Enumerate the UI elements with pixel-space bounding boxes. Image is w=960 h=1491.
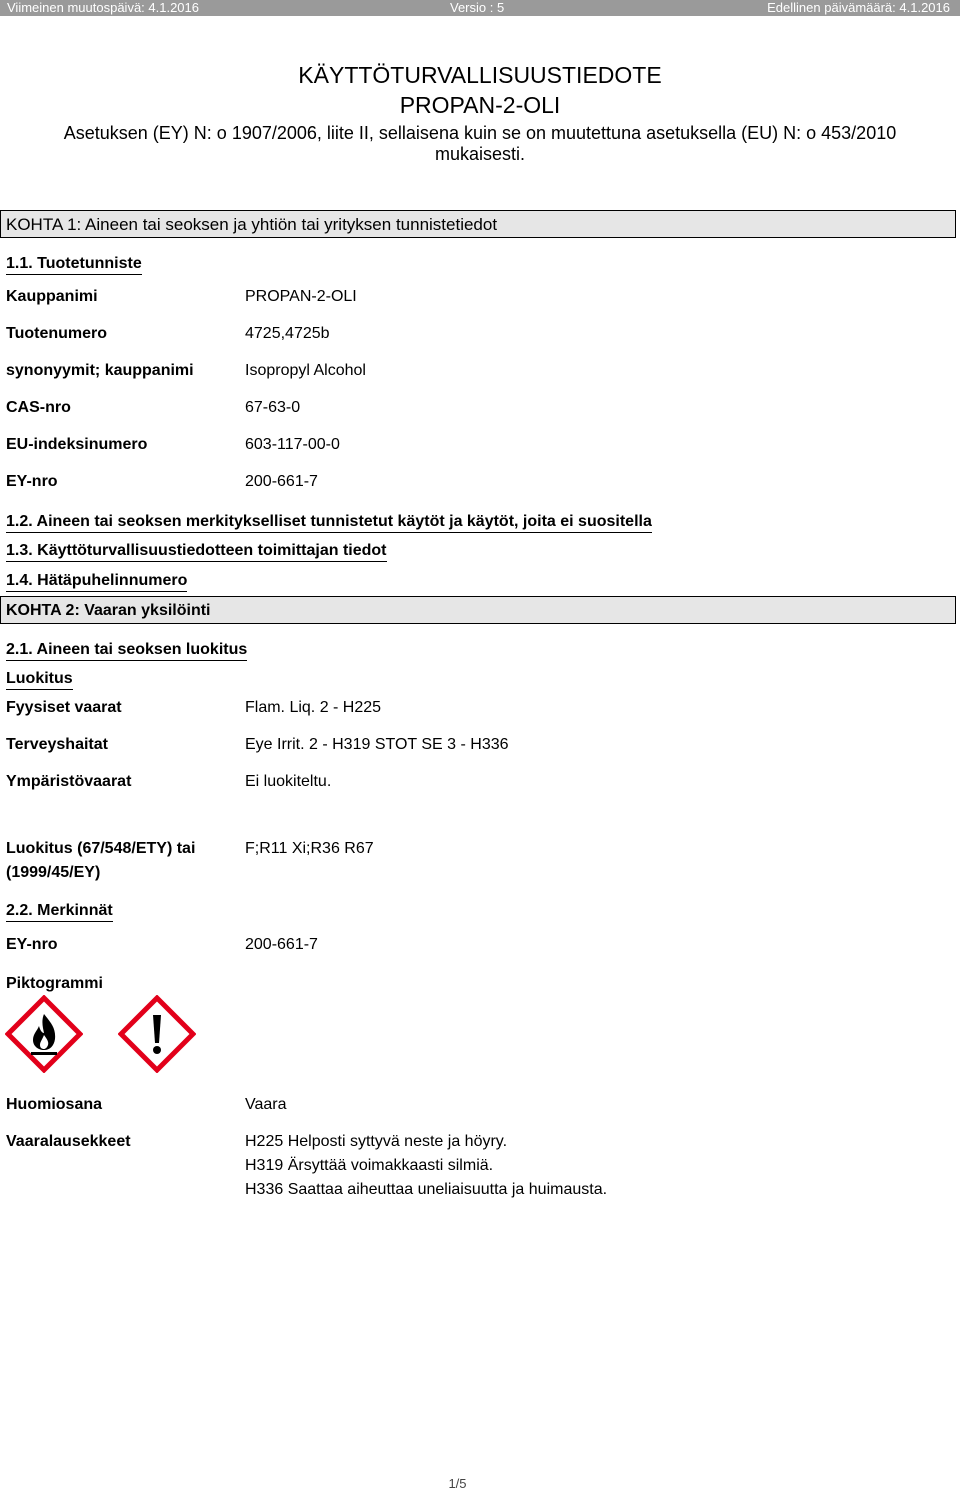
header-bar [0, 0, 960, 16]
subsection-1-3: 1.3. Käyttöturvallisuustiedotteen toimittajan tiedot [6, 542, 387, 562]
hazard-statement: H319 Ärsyttää voimakkaasti silmiä. [245, 1157, 494, 1174]
hazard-statement: H225 Helposti syttyvä neste ja höyry. [245, 1133, 508, 1150]
field-label: Kauppanimi [6, 288, 98, 305]
hazard-value: Ei luokiteltu. [245, 773, 332, 790]
document-title: KÄYTTÖTURVALLISUUSTIEDOTE [298, 62, 662, 88]
field-value: 67-63-0 [245, 399, 301, 416]
subsection-1-4: 1.4. Hätäpuhelinnumero [6, 572, 187, 592]
ec-value: 200-661-7 [245, 936, 318, 953]
field-label: Tuotenumero [6, 325, 108, 342]
subsection-1-2: 1.2. Aineen tai seoksen merkitykselliset tunnistetut käytöt ja käytöt, joita ei suositella [6, 513, 652, 533]
old-classification-value: F;R11 Xi;R36 R67 [245, 840, 374, 857]
pictogram-label: Piktogrammi [6, 975, 103, 992]
page-number: 1/5 [448, 1476, 467, 1491]
product-title: PROPAN-2-OLI [399, 92, 561, 118]
old-classification-label-2: (1999/45/EY) [6, 864, 101, 881]
signal-word-label: Huomiosana [6, 1096, 103, 1113]
hazard-label: Terveyshaitat [6, 736, 108, 753]
field-value: 4725,4725b [245, 325, 330, 342]
hazard-label: Fyysiset vaarat [6, 699, 122, 716]
classification-heading: Luokitus [6, 670, 73, 690]
hazard-label: Ympäristövaarat [6, 773, 132, 790]
hazard-statements-label: Vaaralausekkeet [6, 1133, 131, 1150]
field-value: 603-117-00-0 [245, 436, 340, 453]
version: Versio : 5 [450, 0, 505, 15]
regulation-text: Asetuksen (EY) N: o 1907/2006, liite II, sellaisena kuin se on muutettuna asetuksella (EU) N: o 453/2010 mukaisesti. [63, 123, 897, 164]
field-label: EU-indeksinumero [6, 436, 148, 453]
ec-label: EY-nro [6, 936, 58, 953]
field-label: EY-nro [6, 473, 58, 490]
hazard-value: Flam. Liq. 2 - H225 [245, 699, 382, 716]
field-value: PROPAN-2-OLI [245, 288, 357, 305]
hazard-value: Eye Irrit. 2 - H319 STOT SE 3 - H336 [245, 736, 509, 753]
hazard-statement: H336 Saattaa aiheuttaa uneliaisuutta ja huimausta. [245, 1181, 608, 1198]
revised-date: Viimeinen muutospäivä: 4.1.2016 [7, 0, 199, 15]
subsection-2-1: 2.1. Aineen tai seoksen luokitus [6, 641, 247, 661]
flame-icon [5, 995, 83, 1073]
section-2-header: KOHTA 2: Vaaran yksilöinti [0, 596, 956, 624]
previous-date: Edellinen päivämäärä: 4.1.2016 [767, 0, 950, 15]
subsection-2-2: 2.2. Merkinnät [6, 902, 113, 922]
section-1-header: KOHTA 1: Aineen tai seoksen ja yhtiön tai yrityksen tunnistetiedot [0, 210, 956, 238]
hazard-statements [245, 1130, 607, 1202]
field-value: 200-661-7 [245, 473, 318, 490]
signal-word-value: Vaara [245, 1096, 287, 1113]
field-value: Isopropyl Alcohol [245, 362, 366, 379]
old-classification-label-1: Luokitus (67/548/ETY) tai [6, 840, 196, 857]
field-label: synonyymit; kauppanimi [6, 362, 194, 379]
field-label: CAS-nro [6, 399, 71, 416]
exclamation-icon [118, 995, 196, 1073]
subsection-1-1: 1.1. Tuotetunniste [6, 255, 142, 275]
